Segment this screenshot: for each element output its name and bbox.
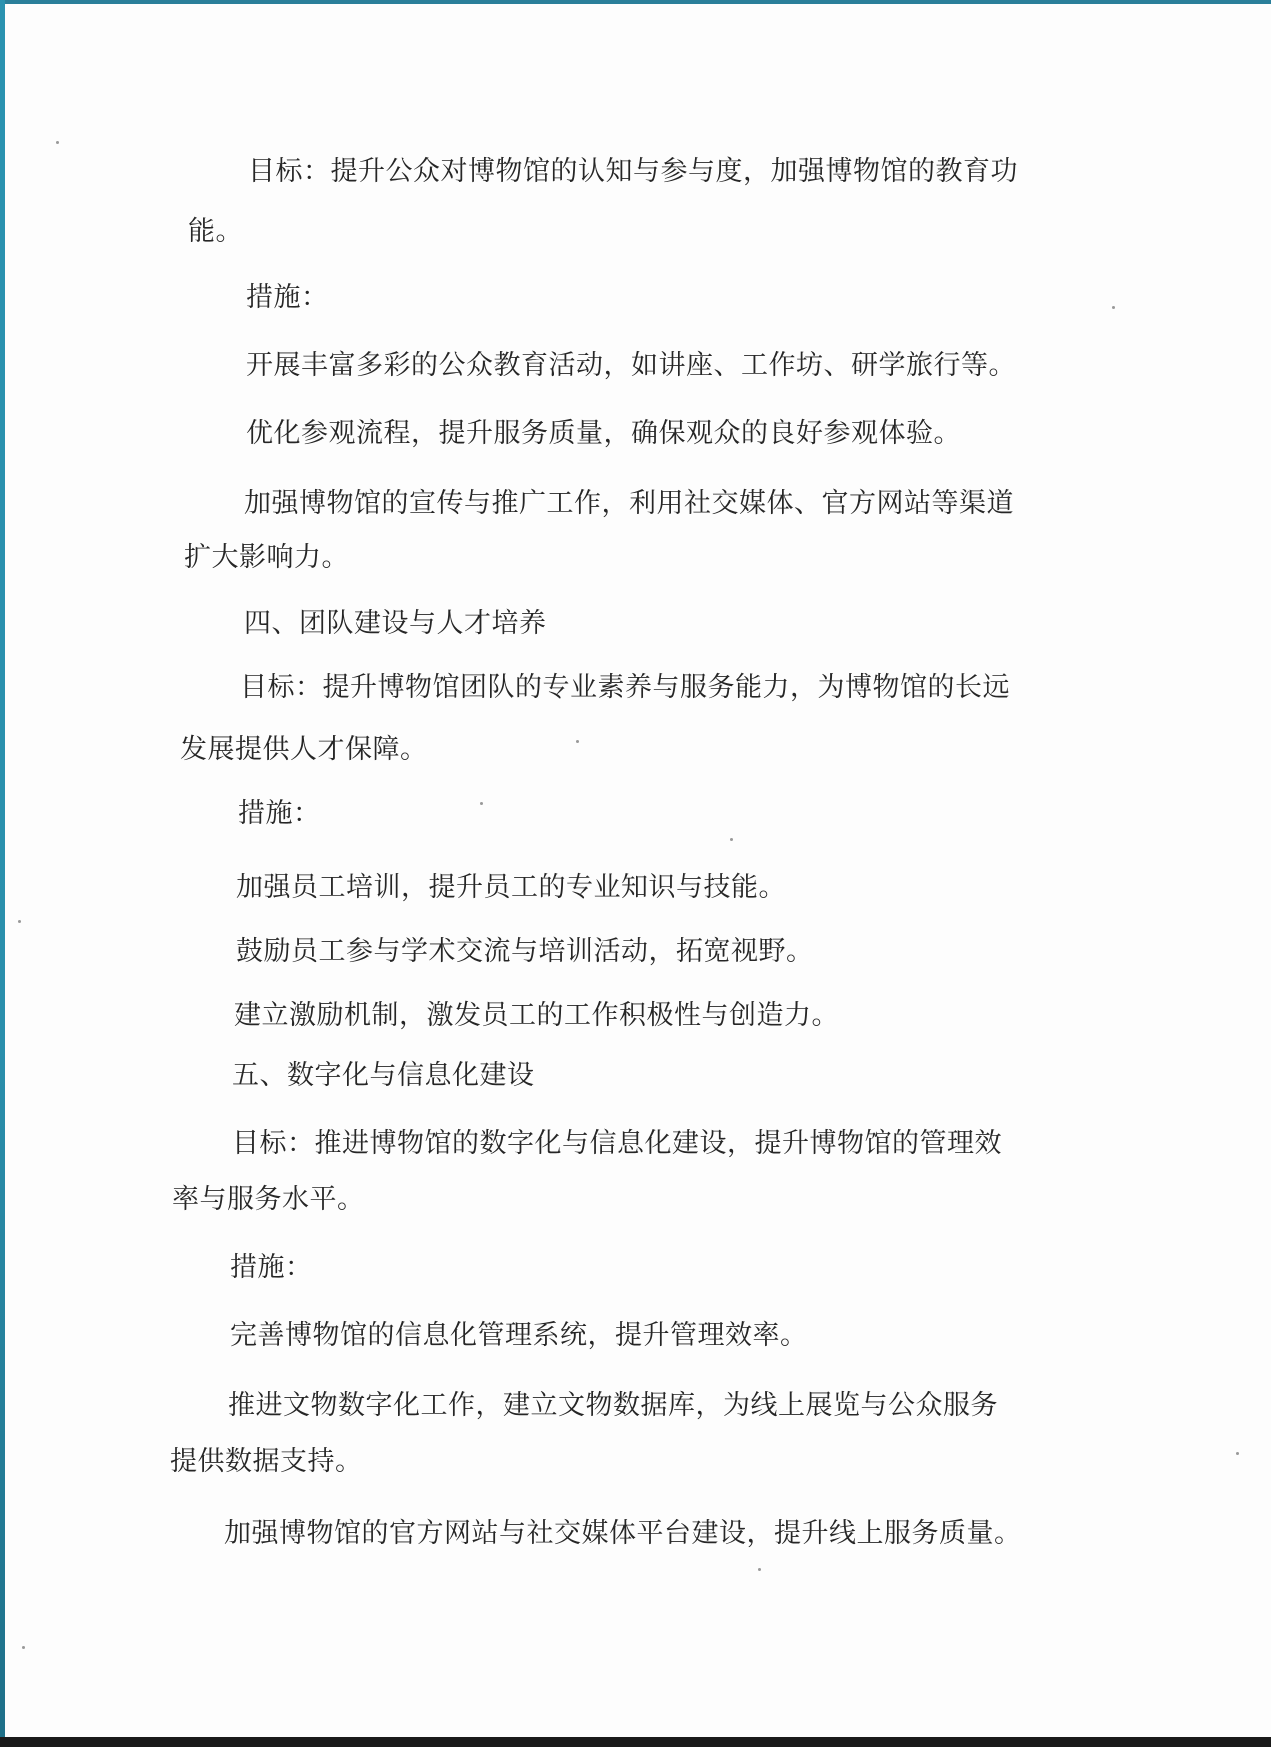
text-line: 目标：提升公众对博物馆的认知与参与度，加强博物馆的教育功 <box>248 156 1018 187</box>
scan-speck <box>22 1646 25 1649</box>
text-line: 率与服务水平。 <box>172 1184 365 1215</box>
text-line: 措施： <box>230 1252 313 1283</box>
text-line: 能。 <box>188 216 243 247</box>
text-line: 推进文物数字化工作，建立文物数据库，为线上展览与公众服务 <box>228 1390 998 1421</box>
scan-speck <box>56 141 59 144</box>
scan-speck <box>18 920 21 923</box>
text-line: 加强员工培训，提升员工的专业知识与技能。 <box>236 872 786 903</box>
scan-speck <box>1236 1452 1239 1455</box>
text-line: 优化参观流程，提升服务质量，确保观众的良好参观体验。 <box>246 418 961 449</box>
section-heading: 五、数字化与信息化建设 <box>232 1060 535 1091</box>
scan-speck <box>480 802 483 805</box>
text-line: 扩大影响力。 <box>184 542 349 573</box>
text-line: 措施： <box>246 282 329 313</box>
scan-edge-left <box>0 0 5 1747</box>
section-heading: 四、团队建设与人才培养 <box>244 608 547 639</box>
text-line: 加强博物馆的宣传与推广工作，利用社交媒体、官方网站等渠道 <box>244 488 1014 519</box>
scan-speck <box>576 740 579 743</box>
text-line: 提供数据支持。 <box>170 1446 363 1477</box>
text-line: 措施： <box>238 798 321 829</box>
text-line: 建立激励机制，激发员工的工作积极性与创造力。 <box>234 1000 839 1031</box>
scan-speck <box>1112 306 1115 309</box>
text-line: 目标：提升博物馆团队的专业素养与服务能力，为博物馆的长远 <box>240 672 1010 703</box>
text-line: 发展提供人才保障。 <box>180 734 428 765</box>
scan-edge-top <box>0 0 1271 4</box>
text-line: 加强博物馆的官方网站与社交媒体平台建设，提升线上服务质量。 <box>224 1518 1022 1549</box>
scan-speck <box>758 1568 761 1571</box>
text-line: 完善博物馆的信息化管理系统，提升管理效率。 <box>230 1320 808 1351</box>
text-line: 开展丰富多彩的公众教育活动，如讲座、工作坊、研学旅行等。 <box>246 350 1016 381</box>
scan-speck <box>730 838 733 841</box>
scan-edge-bottom <box>0 1737 1271 1747</box>
text-line: 鼓励员工参与学术交流与培训活动，拓宽视野。 <box>236 936 814 967</box>
text-line: 目标：推进博物馆的数字化与信息化建设，提升博物馆的管理效 <box>232 1128 1002 1159</box>
